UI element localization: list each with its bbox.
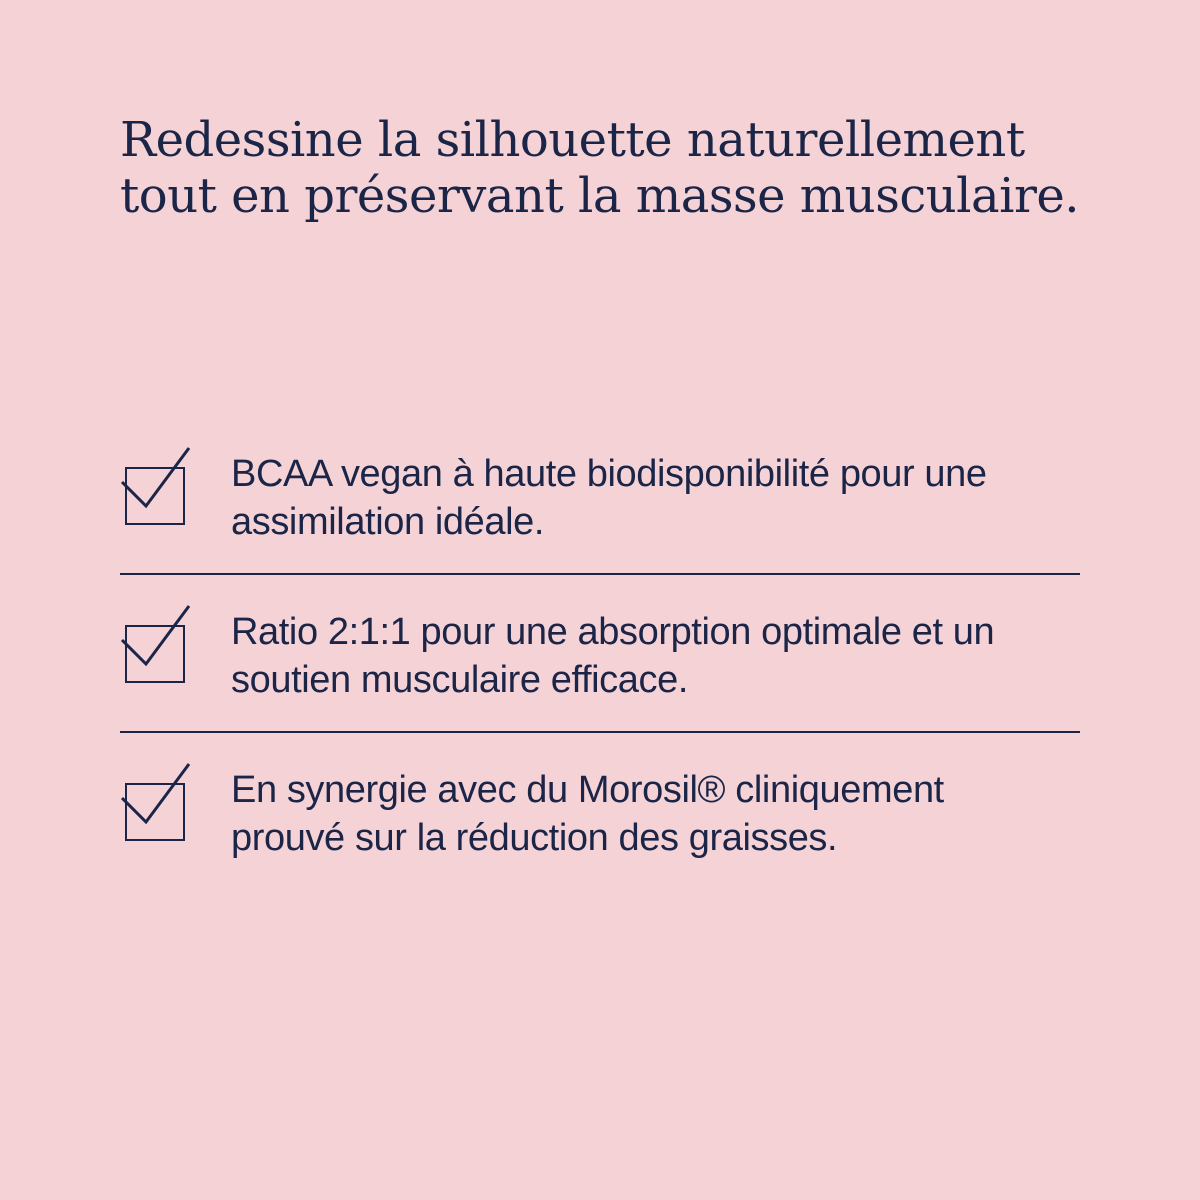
benefit-text-line-1: Ratio 2:1:1 pour une absorption optimale et un xyxy=(231,611,995,653)
benefits-list xyxy=(120,0,1080,1200)
benefit-text-line-1: En synergie avec du Morosil® cliniquement xyxy=(231,769,944,811)
benefit-text-line-2: soutien musculaire efficace. xyxy=(231,659,689,701)
headline-line-2: tout en préservant la masse musculaire. xyxy=(120,168,1080,224)
benefit-item-ratio xyxy=(120,603,1080,713)
checkbox-checked-icon xyxy=(120,761,192,843)
checkbox-checked-icon xyxy=(120,445,192,527)
benefit-text xyxy=(231,608,1061,704)
benefit-text-line-2: prouvé sur la réduction des graisses. xyxy=(231,817,838,859)
benefit-item-bioavailability xyxy=(120,445,1080,555)
benefit-text xyxy=(231,450,1061,546)
checkbox-checked-icon xyxy=(120,603,192,685)
benefit-item-morosil xyxy=(120,761,1080,871)
benefit-text xyxy=(231,766,1061,862)
benefit-text-line-2: assimilation idéale. xyxy=(231,501,545,543)
headline-line-1: Redessine la silhouette naturellement xyxy=(120,112,1025,168)
benefit-text-line-1: BCAA vegan à haute biodisponibilité pour une xyxy=(231,453,987,495)
divider xyxy=(120,731,1080,733)
divider xyxy=(120,573,1080,575)
